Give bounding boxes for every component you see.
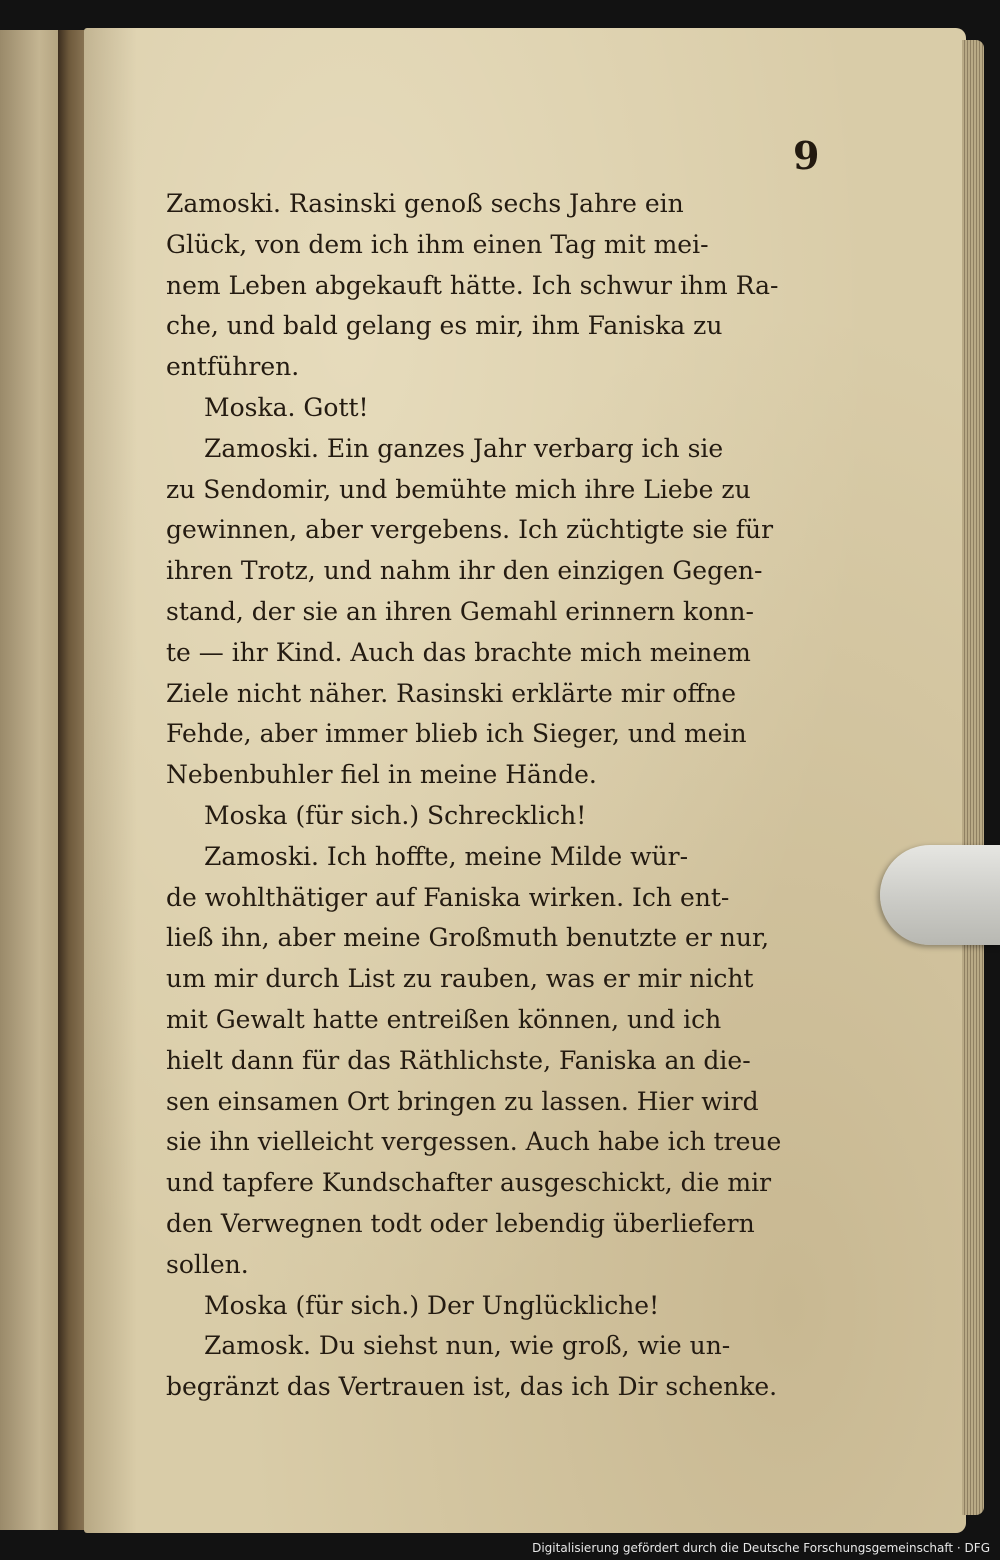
text-line: Nebenbuhler fiel in meine Hände. xyxy=(166,760,597,790)
page-number: 9 xyxy=(793,133,820,178)
text-line: Ziele nicht näher. Rasinski erklärte mir offne xyxy=(166,678,737,708)
text-line: um mir durch List zu rauben, was er mir nicht xyxy=(166,964,754,994)
text-line: Moska (für sich.) Schrecklich! xyxy=(204,800,587,830)
text-line: nem Leben abgekauft hätte. Ich schwur ihm Ra- xyxy=(166,270,779,300)
text-line: de wohlthätiger auf Faniska wirken. Ich ent- xyxy=(166,882,730,912)
text-line: sie ihn vielleicht vergessen. Auch habe ich treue xyxy=(166,1127,782,1157)
text-line: zu Sendomir, und bemühte mich ihre Liebe zu xyxy=(166,474,751,504)
text-line: te — ihr Kind. Auch das brachte mich meinem xyxy=(166,637,751,667)
text-line: sollen. xyxy=(166,1249,249,1279)
text-line: mit Gewalt hatte entreißen können, und ich xyxy=(166,1004,722,1034)
text-line: stand, der sie an ihren Gemahl erinnern konn- xyxy=(166,596,754,626)
text-line: begränzt das Vertrauen ist, das ich Dir schenke. xyxy=(166,1372,778,1402)
text-line: und tapfere Kundschafter ausgeschickt, die mir xyxy=(166,1168,772,1198)
text-line: entführen. xyxy=(166,352,300,382)
page-edges xyxy=(962,40,984,1515)
text-line: Fehde, aber immer blieb ich Sieger, und mein xyxy=(166,719,747,749)
book-spine xyxy=(58,30,86,1530)
text-line: Zamoski. Ich hoffte, meine Milde wür- xyxy=(204,841,689,871)
text-line: che, und bald gelang es mir, ihm Faniska zu xyxy=(166,311,723,341)
text-line: Glück, von dem ich ihm einen Tag mit mei- xyxy=(166,229,709,259)
text-line: Zamosk. Du siehst nun, wie groß, wie un- xyxy=(204,1331,731,1361)
text-line: hielt dann für das Räthlichste, Faniska an die- xyxy=(166,1045,751,1075)
digitization-footer xyxy=(0,1534,1000,1560)
text-line: gewinnen, aber vergebens. Ich züchtigte sie für xyxy=(166,515,774,545)
page-text xyxy=(166,184,821,1408)
text-line: ließ ihn, aber meine Großmuth benutzte er nur, xyxy=(166,923,770,953)
text-line: Zamoski. Ein ganzes Jahr verbarg ich sie xyxy=(204,433,724,463)
text-line: ihren Trotz, und nahm ihr den einzigen Gegen- xyxy=(166,556,763,586)
footer-credit: Digitalisierung gefördert durch die Deutsche Forschungsgemeinschaft · DFG xyxy=(532,1541,990,1555)
scanner-clip-tab xyxy=(880,845,1000,945)
text-line: sen einsamen Ort bringen zu lassen. Hier wird xyxy=(166,1086,759,1116)
text-line: den Verwegnen todt oder lebendig überliefern xyxy=(166,1208,755,1238)
text-line: Moska. Gott! xyxy=(204,392,369,422)
text-line: Moska (für sich.) Der Unglückliche! xyxy=(204,1290,660,1320)
text-line: Zamoski. Rasinski genoß sechs Jahre ein xyxy=(166,189,684,218)
